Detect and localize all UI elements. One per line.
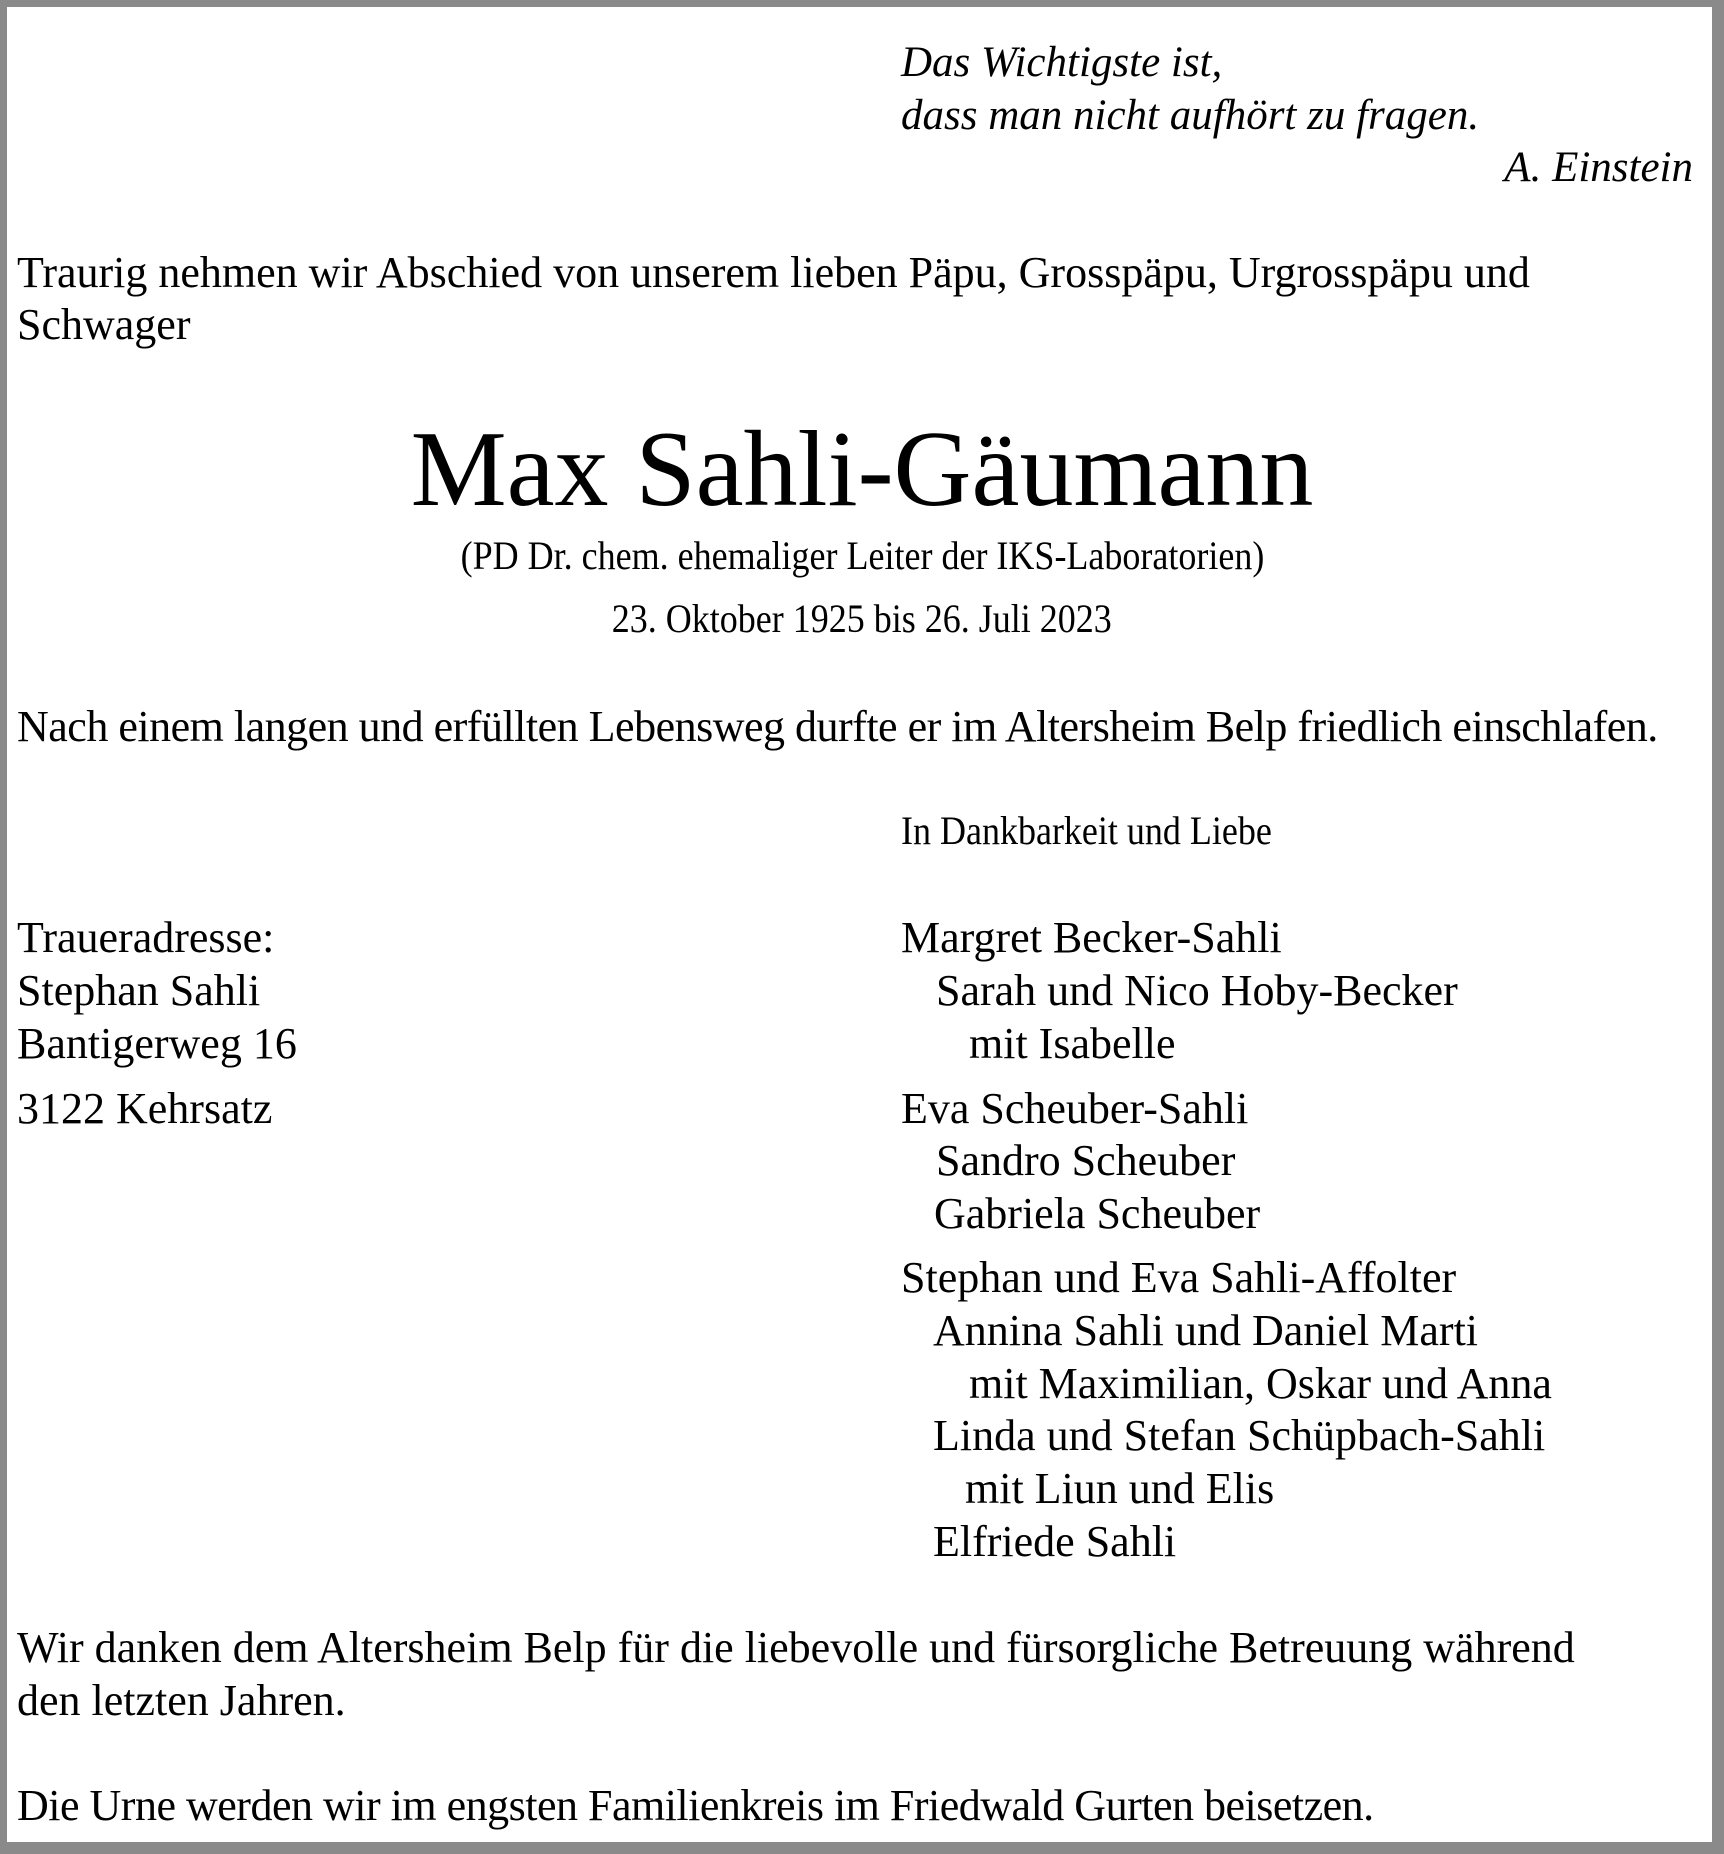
intro-line-1: Traurig nehmen wir Abschied von unserem lieben Päpu, Grosspäpu, Urgrosspäpu und xyxy=(17,248,1530,297)
mourner-line: mit Liun und Elis xyxy=(965,1464,1275,1513)
closing-phrase-text: In Dankbarkeit und Liebe xyxy=(901,808,1272,853)
address-label: Traueradresse: xyxy=(17,913,275,962)
mourner-line: Margret Becker-Sahli xyxy=(901,913,1282,962)
mourner-line: Eva Scheuber-Sahli xyxy=(901,1084,1249,1133)
deceased-title: (PD Dr. chem. ehemaliger Leiter der IKS-Laboratorien) xyxy=(460,533,1264,578)
mourner-line: Sandro Scheuber xyxy=(936,1136,1236,1185)
intro-line-2: Schwager xyxy=(17,300,191,349)
address-street: Bantigerweg 16 xyxy=(17,1019,297,1068)
closing-phrase xyxy=(901,806,1313,856)
mourner-line: mit Maximilian, Oskar und Anna xyxy=(969,1359,1552,1408)
mourner-line: mit Isabelle xyxy=(969,1019,1176,1068)
mourner-line: Gabriela Scheuber xyxy=(934,1189,1261,1238)
quote-line-2: dass man nicht aufhört zu fragen. xyxy=(901,92,1480,139)
life-statement: Nach einem langen und erfüllten Lebensweg durfte er im Altersheim Belp friedlich einschlafen. xyxy=(17,702,1658,751)
deceased-title-wrap xyxy=(0,531,1724,581)
quote-author: A. Einstein xyxy=(1504,144,1693,191)
thanks-line-2: den letzten Jahren. xyxy=(17,1676,346,1725)
deceased-dates-wrap xyxy=(0,594,1724,644)
quote-line-1: Das Wichtigste ist, xyxy=(901,39,1223,86)
mourner-line: Linda und Stefan Schüpbach-Sahli xyxy=(933,1411,1546,1460)
address-name: Stephan Sahli xyxy=(17,966,261,1015)
thanks-line-1: Wir danken dem Altersheim Belp für die liebevolle und fürsorgliche Betreuung während xyxy=(17,1623,1575,1672)
mourner-line: Sarah und Nico Hoby-Becker xyxy=(936,966,1458,1015)
mourner-line: Stephan und Eva Sahli-Affolter xyxy=(901,1253,1457,1302)
deceased-dates: 23. Oktober 1925 bis 26. Juli 2023 xyxy=(611,596,1112,641)
address-city: 3122 Kehrsatz xyxy=(17,1084,273,1133)
deceased-name: Max Sahli-Gäumann xyxy=(410,410,1314,529)
burial-note: Die Urne werden wir im engsten Familienkreis im Friedwald Gurten beisetzen. xyxy=(17,1781,1374,1830)
mourner-line: Elfriede Sahli xyxy=(933,1517,1177,1566)
mourner-line: Annina Sahli und Daniel Marti xyxy=(933,1306,1479,1355)
